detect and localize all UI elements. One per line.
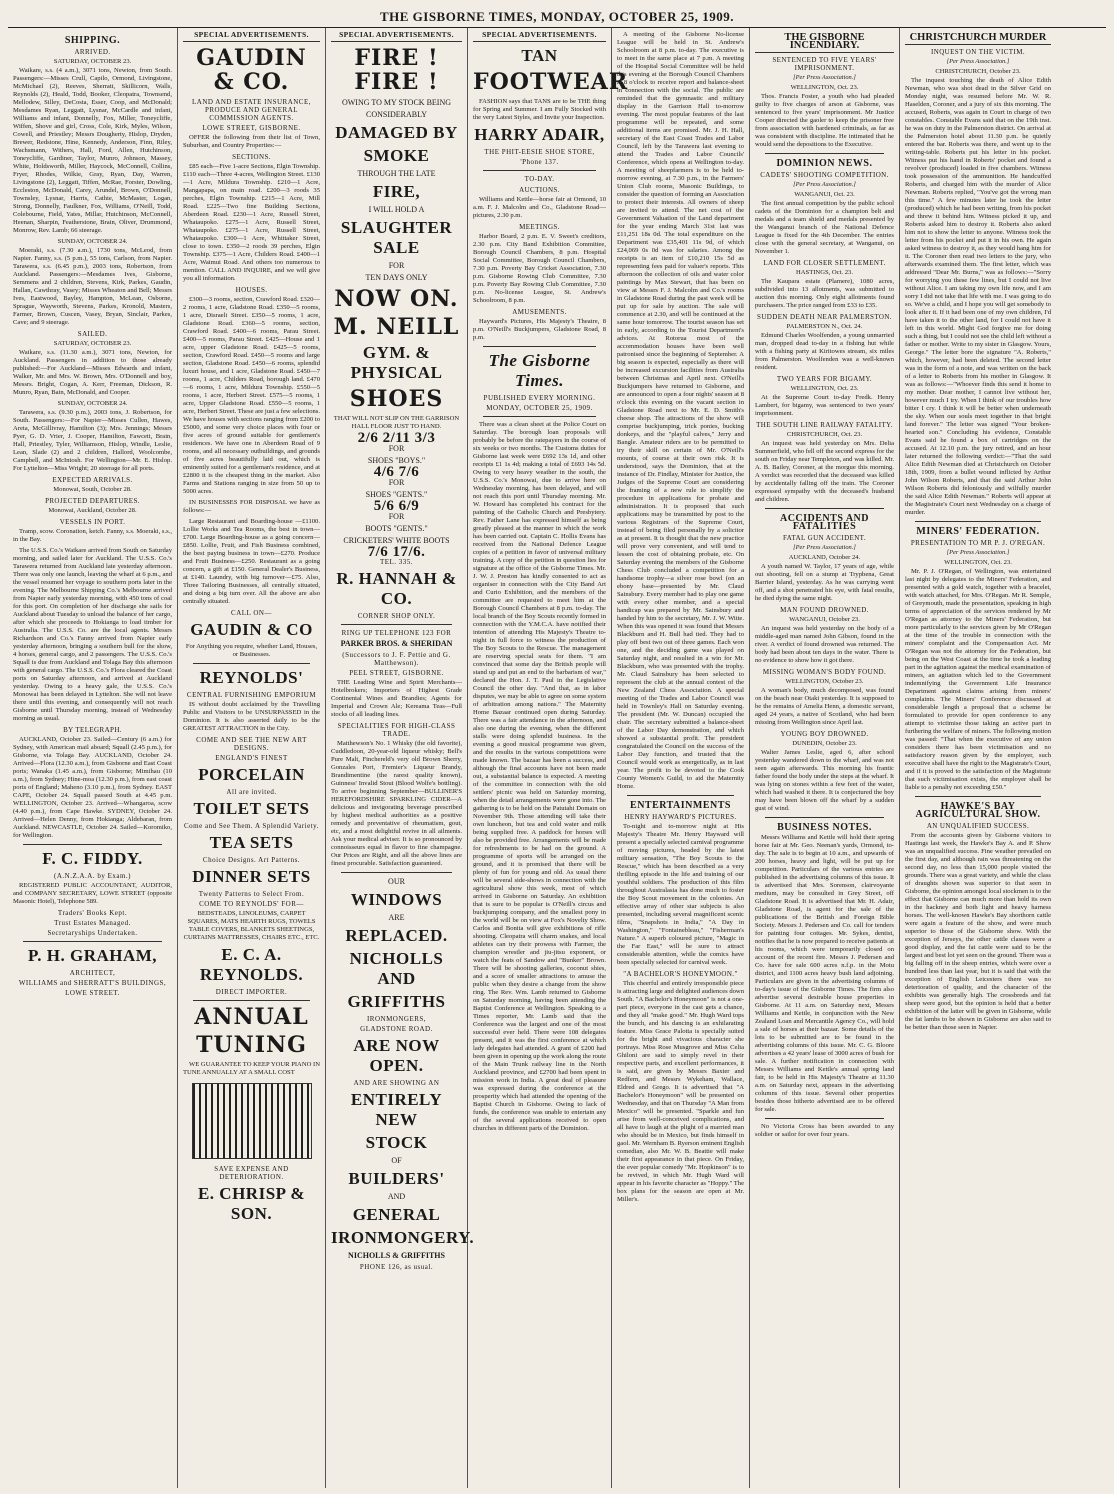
projected-body: Monowai, Auckland, October 28. <box>48 507 137 514</box>
railway-heading: THE SOUTH LINE RAILWAY FATALITY. <box>756 421 893 429</box>
business-notes-body: Messrs Williams and Kettle will hold their spring horse fair at Mr. Geo. Neenan's yards, Ormond, to-day. The sale is to begin at 10 a.m., and upwards of 200 horses, heavy and light, will be put up for competition. Particulars of the various entries are published in the advertising columns of this issue. It is advertised that Mrs. Sorenson, clairvoyante medium, may be consulted in Grey Street, off Gladstone Road. It is advertised that Mr. H. Adair, Gladstone Road, is agent for the sale of the publications of the British and Foreign Bible Society. Messrs J. Pedersen and Co. call for tenders for painting four cottages. Mr. Sykes, dentist, notifies that he is now prepared to receive patients at his rooms, which were temporarily closed on account of the recent fire. Messrs J. Pedersen and Co. have for sale 600 acres n.f.p. in the Motu district, and 1100 acres heavy bush land adjoining. Particulars are given in the advertising columns of to-day's issue of the Gisborne Times. The firm also advertise several desirable house properties in Gisborne. At 11 a.m. on Saturday next, Messrs Williams and Kettle, in conjunction with the New Zealand Loan and Mercantile Agency Co., will hold a sale of horses at their bazaar. Some details of the lots to be submitted are to be found in the advertising columns of this issue. Mr. C. G. Bloore advertises a 42 years' lease of 3000 acres of bush for sale. A further notification in connection with Messrs Williams and Kettle's annual spring land fair, to be held in His Majesty's Theatre at 11.30 a.m. on Saturday next, appears in the advertising columns of this issue. Several other properties besides those hitherto advertised are to be offered for sale. <box>755 834 894 1113</box>
tea-sets: TEA SETS <box>209 833 294 852</box>
specialities-heading: SPECIALITIES FOR HIGH-CLASS TRADE. <box>337 722 456 738</box>
for-label: FOR <box>388 261 405 270</box>
miners-heading: MINERS' FEDERATION. <box>916 526 1040 537</box>
land-body: The Kaupara estate (Plamere), 1080 acres, subdivided into 13 allotments, was submitted to auction this morning. Only eight allotments found purchasers. The price ranged from £33 to £35. <box>755 278 894 309</box>
and-label: AND <box>387 1192 406 1201</box>
accidents-heading: ACCIDENTS AND FATALITIES <box>779 513 869 532</box>
arrived-body: Waikare, s.s. (4 a.m.), 3071 tons, Newton, from South. Passengers:—Misses Crull, Capilo, Ormond, Livingstone, McMichael (2), Reeves, Sherratt, Skillicorn, Walls, Reynolds (2), Heald, Todd, Booker, Cleopatra, Townsend, Mellodew, Silley, DeCosta, Esser, Coop, and McDonald; Mesdames Ryan, Leggatt, Lysnar, McCardle and infant, Williams and infant, Donnelly, Fox, Miller, Toneycliffe, Wiffen, Shove and girl, Cross, Cole, Kirk, Myles, Wilson, Cowell, and Priestley; Messrs Dougherty, Hislop, Dryden, Brewer, Redstone, Hine, Kennedy, Anderson, Finn, Riley, Wachsmann, Withers, Hall, Ford, Allen, Hutchinson, Toneycliffe, Gardiner, Taylor, Munro, Johnson, Massey, White, Holdsworth, Miller, Haycock, McConnell, Collins, Fryer, Rhodes, Wilkie, Gray, Ryan, Day, Warren, Livingstone (2), Leggatt, Tiffen, McRae, Forster, Dowling, Eccleston, McDonald, Carey, Arundel, Brown, O'Donnell, Townsley, Lysnar, Harris, Cathie, McMaster, Logan, Strong, Donnelly, Faulkner, Fox, Williams, O'Neill, Todd, Colebourne, Field, Yates, Millar, Hutchinson, McConnell, Heenan, Sharpin, Featherstone, Brain, Oliver, Drummond, Monrow, Rev. Lamb; 66 steerage. <box>13 67 172 234</box>
graham-body: WILLIAMS and SHERRATT'S BUILDINGS, <box>18 979 167 987</box>
reynolds-body: IS without doubt acclaimed by the Travelling Public and Visitors to be UNSURPASSED in the Dominion. It is also asserted daily to be the GREATEST ATTRACTION in the City. <box>183 701 320 732</box>
sudden-death-body: Edmund Charles Woolfenden, a young unmarried man, dropped dead to-day in a fishing hut while with a fishing party at Kiritowes stream, six miles from Palmerston. Woolfenden was a well-known resident. <box>755 332 894 371</box>
toilet-sub: Come and See Them. A Splendid Variety. <box>184 822 319 830</box>
hawkes-bay-heading: HAWKE'S BAY AGRICULTURAL SHOW. <box>915 801 1041 820</box>
press-association: [Per Press Association.] <box>793 181 856 188</box>
shoes-body: THAT WILL NOT SLIP ON THE GARRISON HALL FLOOR JUST TO HAND. <box>333 415 460 430</box>
save-expense: SAVE EXPENSE AND DETERIORATION. <box>214 1165 289 1181</box>
houses-heading: HOUSES. <box>235 286 268 294</box>
graham-sub: ARCHITECT, <box>69 969 116 977</box>
fire-line-2: CONSIDERABLY <box>366 110 427 119</box>
business-intro: IN BUSINESSES FOR DISPOSAL we have as follows:— <box>183 499 320 514</box>
now-on: NOW ON. <box>334 286 459 312</box>
gents-shoes: SHOES "GENTS." <box>365 490 428 499</box>
meetings-heading: MEETINGS. <box>519 223 560 231</box>
reynolds-title: REYNOLDS' <box>199 668 304 687</box>
divider <box>483 416 596 417</box>
gaudin-offer: OFFER the following from their list of Town, Suburban, and Country Properties:— <box>183 134 320 149</box>
adair-name: HARRY ADAIR, <box>474 125 605 144</box>
fire-line-6: FIRE, <box>372 182 421 201</box>
gaudin-body-2: For Anything you require, whether Land, Houses, or Businesses. <box>185 643 318 658</box>
for-label-2: FOR <box>388 444 405 453</box>
bigamy-heading: TWO YEARS FOR BIGAMY. <box>776 375 873 383</box>
editorial-body: There was a clean sheet at the Police Court on Saturday. The borough loan proposals will probably be before the ratepayers in the course of six weeks or two months. The Customs duties for Gisborne last week were £692 13s 1d, and other receipts £1 1s 4d; making a total of £693 14s 5d. Owing to very heavy weather in the south, the U.S.S. Co.'s Monowai, due to arrive here on Wednesday morning, has been delayed, and will not reach this port until Thursday morning. Mr. W. Howard has completed his contract for the painting of the Catholic Church and Presbytery. Rev. Father Lane has expressed himself as being greatly pleased at the manner in which the work has been carried out. Captain C. Hollis Evans has received from the National Defence League copies of a petition in favor of universal military training. A copy of the petition in question lies for signature at the office of the Gisborne Times. Mr. J. W. J. Preston has kindly consented to act as organiser in connection with the City Band Art and Curio Exhibition, and the members of the committee are requested to meet him at the Borough Council Chambers at 8 p.m. to-day. The local branch of the Boy Scouts recently formed in connection with the Y.M.C.A. have notified their intention of attending His Majesty's Theatre to-night in full force to witness the production of The Boy Scouts to the Rescue. The management are reserving special seats for them. "I am convinced that some day the British people will stand up and put an end to the barbarism of war," declared the Hon. J. T. Paul in the Legislative Council the other day. "And that, as in labor disputes, we may be able to agree on some system of arbitration among nations." The Maternity Home Bazaar continued open during Saturday. There was a fair attendance in the afternoon, and also one during the evening, when the different stalls were doing splendid business. In the evening a good musical programme was given, and the results in the various competitions were made known. The bazaar has been a success, and although the final accounts have not been made out, a substantial balance is expected. A meeting of the committee in connection with the old settlers' picnic was held on Saturday morning, when the detail arrangements were gone into. The gathering is to be held on the Patutahi Domain on November 9th. Those attending will take their own luncheon, but tea and cold water and milk being supplied free. A paddock for horses will also be provided free. Arrangements will be made for refreshments to be had on the ground. A programme of sports will be arranged on the ground, and it is promised that there will be plenty of fun for young and old. As usual there will be several side-shows in connection with the agricultural show this week, most of which arrived in Gisborne on Saturday. An exhibition that is sure to be popular is O'Neill's circus and buckjumping company, and the smallest pony in the world will be on view at Fox's Novelty Show. Carlos and Bonita will give exhibitions of rifle shooting. Cleopatra will charm snakes, and local athletes can try their prowess with Farmer, the champion wrestler and jiu-jitsu exponent, or watch the feats of Sandow and "Bunker" Brown. There will be shooting galleries, coconut shies, and a score of smaller attractions to amuse the public when they desire a change from the show ring. The Rev. Wm. Lamb returned to Gisborne on Saturday morning, having been attending the Baptist Conference at Wellington. Speaking to a Times reporter, Mr. Lamb said that the Conference was the largest and one of the most successful ever held. There were 108 delegates present, and it was the first conference at which lady delegates had attended. A grant of £200 had been given in opening up the work along the route of the Main Trunk railway line in the North Auckland province, and £2700 had been spent in mission work in India. A great deal of pleasure was expressed during the conference at the prosperity which had attended the opening of the Baptist Church in Gisborne. Owing to lack of funds, the conference was unable to entertain any of the several applications received to open churches in different parts of the Dominion. <box>473 421 606 1132</box>
entertainments-heading: ENTERTAINMENTS <box>630 800 731 811</box>
dateline: WELLINGTON, Oct. 23. <box>944 559 1012 566</box>
inquest-heading: INQUEST ON THE VICTIM. <box>931 48 1025 56</box>
specialities-body: Matthewson's No. 1 Whisky (the old favorite), Cuddledoon, 20-year-old liqueur whisky; Bell's Pure Malt, Finchereld's very old Brown Sherry, Gonzales Port, Fremier's Liqueur Brandy, Brandimentine (the rarest quality known), Guinness' Invalid Stout (Blood Wolfe's bottling). To arrive beginning September—BULLINER'S HEREFORDSHIRE SPARKLING CIDER—A delicious and invigorating beverage prescribed by highest medical authorities as a positive remedy and preventative of rheumatism, gout, etc, and a most delightful revive in all ailments. Ask your medical adviser. It is so pronounced by connoisseurs equal in flavor to fine champagne. Our Prices are Right, and all the above lines are finest procurable. Satisfaction guaranteed. <box>331 740 462 867</box>
divider <box>23 941 162 942</box>
fiddy-extra-3: Secretaryships Undertaken. <box>47 929 138 937</box>
divider <box>765 153 884 154</box>
divider <box>193 1000 310 1001</box>
column-header: SPECIAL ADVERTISEMENTS. <box>183 31 320 42</box>
masthead: THE GISBORNE TIMES, MONDAY, OCTOBER 25, 1909. <box>8 6 1106 28</box>
dateline: CHRISTCHURCH, October 23. <box>935 68 1021 75</box>
issue-date: MONDAY, OCTOBER 25, 1909. <box>486 404 593 412</box>
today-heading: TO-DAY. <box>524 175 555 183</box>
ten-days: TEN DAYS ONLY <box>365 273 428 282</box>
divider <box>23 844 162 845</box>
corner-shop: CORNER SHOP ONLY. <box>357 612 436 620</box>
builders-label: BUILDERS' <box>348 1169 445 1188</box>
young-boy-heading: YOUNG BOY DROWNED. <box>780 730 869 738</box>
parker-sub: (Successors to J. F. Pettie and G. Matthewson). <box>342 651 451 667</box>
nicholls-and: NICHOLLS AND <box>349 949 444 988</box>
for-label-3: FOR <box>388 478 405 487</box>
gents-boots: BOOTS "GENTS." <box>365 524 428 533</box>
hawkes-bay-body: From the accounts given by Gisborne visitors to Hastings last week, the Hawke's Bay A. and P. Show was an unqualified success. Fine weather prevailed on the first day, and although rain was threatening on the second day, no less than 15,000 people visited the grounds. There was a great variety, and while the class of draughts shown was superior to that seen in Gisborne, the opinion amongst local stockmen is to the effect that Gisborne can much more than hold its own in the hackney and both light and heavy harness horses. The well-known Hawke's Bay shorthorn cattle were again a feature of the show, and were much superior to those of the Gisborne show. With the exception of Jerseys, the other cattle classes were a good display, and the fat cattle were said to be the largest and best lot yet seen on the ground. There was a big falling off in the sheep entries, which were over a hundred less than last year, but it is said that with the exception of English Leicesters there was no deterioration of quality, and the character of the exhibits was generally high. The crossbreds and fat sheep were good, but the opinion is held that a better exhibition of the latter will be given in Gisborne, while the fat lambs to be shown in Gisborne are also said to be better than those seen in Napier. <box>905 832 1051 1031</box>
reynolds-finest: ENGLAND'S FINEST <box>215 754 288 762</box>
dinner-sub: Twenty Patterns to Select From. <box>198 890 305 898</box>
incendiary-sub: SENTENCED TO FIVE YEARS' IMPRISONMENT. <box>772 56 877 72</box>
cadets-heading: CADETS' SHOOTING COMPETITION. <box>760 171 889 179</box>
telephone: TEL. 335. <box>379 558 414 566</box>
young-boy-body: Walter James Leslie, aged 6, after school yesterday wandered down to the wharf, and was not seen again afterwards. This morning his frantic father found the body under the steps at the wharf. It was lying on stones within a few feet of the water, which had washed it there. It is conjectured the boy may have been blown off the wharf by a sudden gust of wind. <box>755 749 894 812</box>
amusements-body: Hayward's Pictures, His Majesty's Theatre, 8 p.m. O'Neill's Buckjumpers, Gladstone Road, 8 p.m. <box>473 318 606 341</box>
piano-illustration <box>192 1083 312 1159</box>
gaudin-title: GAUDIN & CO. <box>196 45 307 95</box>
murder-body: The inquest touching the death of Alice Edith Newman, who was shot dead in the Silver Grid on Monday night, was resumed before Mr. W. R. Haselden, Coroner, and a jury of six this morning. The accused, Roberts, was again in Court in charge of two constables. Constable Evans said that on the 19th inst. he was on duty in the Palmerston district. On arrival at the Palmerston hotel about 11.30 p.m. he quietly entered the bar. Roberts was there, and went up to the writing-table. Roberts put his letter in his pocket. Witness put his hand in Roberts' pocket and found a revolver (produced) loaded in five chambers. Witness took possession of the ammunition. He handcuffed Roberts, and charged him with the murder of Alice Newman. Roberts replied, "You've got the wrong man this time." A few minutes later he took the letter (produced) which he had been writing, from his pocket and threw it behind him. Witness picked it up, and Roberts asked him to destroy it. Roberts also asked him not to show the letter to anyone. Witness took the letter from his pocket and put it in his own. He again asked witness to destroy it, as they would hang him for it. The Coroner then read two letters to the jury, who afterwards examined them. The first letter, which was addressed "Dear Mr. Burns," was as follows:—"Sorry for worrying you these few lines, but I could not live without Alice. I am taking my own life now, and I am sorry I did not take that life with me. I was going to do so. We've a child, and I hope you will get somebody to look after it. If it had been one of my own children, I'd have taken it to the other land, for I could not have it left in this world. Might God forgive me for doing such a thing, but I could not see the child left without a father or mother. Write to my sister in Glasgow. Yours, George." The letter bore the signature "A. Roberts," which, however, had been deleted. The second letter was in the form of a note, and was written on the back of a letter to Roberts from his mother in Glasgow. It was as follows:—"Whoever finds this send it home to my mother. Dear mother, I cannot live without her, however much I try. When I think of our troubles how bitter I cry. I think it will be better when underneath the sky. When our souls meet together in that bright land forever." The letter was signed "Your broken-hearted son." Concluding his evidence, Constable Evans said he found a box of cartridges on the accused. At 12.10 p.m. the jury retired, and an hour later returned the following verdict:—"That the said Alice Edith Newman died at Christchurch on October 18th, 1909, from a bullet wound inflicted by Arthur John Wilson Roberts, and that the said Arthur John Wilson Roberts did feloniously and wilfully murder the said Alice Edith Newman." Roberts will appear at the Magistrate's Court next Wednesday on a charge of murder. <box>905 77 1051 516</box>
phone-126: PHONE 126, as usual. <box>359 1263 434 1271</box>
column-header: SPECIAL ADVERTISEMENTS. <box>331 31 462 42</box>
divider <box>341 872 452 873</box>
griffiths: GRIFFITHS <box>347 992 446 1011</box>
gun-heading: FATAL GUN ACCIDENT. <box>783 534 866 542</box>
sailed-date-2: SUNDAY, OCTOBER 24. <box>57 400 128 407</box>
meetings-body: Harbor Board, 2 p.m. E. V. Sweet's creditors, 2.30 p.m. City Band Exhibition Committee, Borough Council Chambers, 8 p.m. Hospital Social Committee, Borough Council Chambers, 7.30 p.m. Poverty Bay Cricket Association, 7.30 p.m. Gisborne Rowing Club Committee, 7.30 p.m. Poverty Bay Rowing Club Committee, 7.30 p.m. No-license League, St. Andrew's Schoolroom, 8 p.m. <box>473 233 606 304</box>
projected-heading: PROJECTED DEPARTURES. <box>45 497 140 505</box>
honeymoon-body: This cheerful and entirely irresponsible piece is attracting large and delighted audiences down South. "A Bachelor's Honeymoon" is not a one-part piece, everyone in the cast gets a chance, and they all "make good." Mr. Hugh Ward tops the bunch, and his dancing is an exhilarating feature. Miss Grace Palotta is specially suited for the bright and vivacious character she portrays. Miss Rose Musgrove and Miss Celia Ghiloni are said to simply revel in their respective parts, and excellent performances, it is said, are given by Messrs Baxter and Redfern, and Messrs Wykeham, Wallace, Eldred and Grego. It is advertised that "A Bachelor's Honeymoon" will be presented on Wednesday, and that on Thursday "A Man from Mexico" will be presented. "Sparkle and fun arise from well-conceived complications, and all have to laugh at the plight of a married man who should be in Mexico, but finds himself in gaol. Mr. Wernham B. Ryerson eminent English comedian, also Mr. W. B. Beattie will make their first appearance in that piece. On Friday, the ever popular comedy "Mr. Hopkinson" is to be revived, in which Mr. Hugh Ward will appear in his favorite character as "Hoppy." The box plans for the season are open at Mr. Miller's. <box>617 980 744 1203</box>
ironmongery-label: IRONMONGERY. <box>331 1228 475 1247</box>
miners-body: Mr. P. J. O'Regan, of Wellington, was entertained last night by delegates to the Miners' Federation, and presented with a gold watch, together with a bracelet, with watch attached, for Mrs. O'Regan. Mr R. Semple, of Greymouth, made the presentation, speaking in high terms of appreciation of the services rendered by Mr O'Regan as attorney to the Miners' Federation, but more particularly to the services given by Mr O'Regan at the time of the trouble in connection with the miners' complaint and the Compensation Act. Mr O'Regan was not the attorney for the Federation, but being on the West Coast at the time he took a leading part in the agitation against the medical examination of miners, an agitation which led to the Government indemnifying the Government Life Insurance Department against claims arising from miners' complaints. The Miners' Conference discussed at considerable length a proposal that a scheme be formulated to provide for open conference to any attempt to victimise those taking an active part in furthering the welfare of miners. The following motion was passed: "That when the executive of any union considers there has been victimisation and no satisfactory reason given by the employer, such executive shall have the right to the Magistrate's Court, and if it is proved to the satisfaction of the Magistrate that such victimisation exists, the employer shall be liable to a penalty not exceeding £50." <box>905 568 1051 791</box>
dateline: WELLINGTON, Oct. 23. <box>790 84 859 91</box>
honeymoon-heading: "A BACHELOR'S HONEYMOON." <box>623 970 738 978</box>
fire-line-1: OWING TO MY STOCK BEING <box>341 98 452 107</box>
drowned-body: An inquest was held yesterday on the body of a middle-aged man named John Gibson, found in the river. A verdict of found drowned was returned. The body had been about ten days in the water. There is no evidence to show how it got there. <box>755 625 894 664</box>
missing-heading: MISSING WOMAN'S BODY FOUND. <box>762 668 887 676</box>
auctions-heading: AUCTIONS. <box>519 186 560 194</box>
dateline: WELLINGTON, Oct. 23. <box>790 385 859 392</box>
porcelain: PORCELAIN <box>198 765 305 784</box>
press-association: [Per Press Association.] <box>946 58 1010 65</box>
divider <box>915 796 1041 797</box>
dateline: WELLINGTON, October 23. <box>785 678 864 685</box>
columns <box>8 28 1106 1488</box>
footwear-label: FOOTWEAR <box>473 69 629 95</box>
graham-name: P. H. GRAHAM, <box>27 946 158 965</box>
cadets-body: The first annual competition by the public school cadets of the Dominion for a champion belt and medals and a team shield and medals presented by the Wanganui branch of the National Defence League is fixed for the 4th December. The entries close with the general secretary, at Wanganui, on November 1. <box>755 200 894 255</box>
murder-heading: CHRISTCHURCH MURDER <box>905 34 1051 45</box>
fiddy-extra-1: Traders' Books Kept. <box>57 909 128 917</box>
peel-street: PEEL STREET, GISBORNE. <box>349 669 444 677</box>
neill-name: M. NEILL <box>333 314 460 340</box>
column-tan-footwear <box>468 28 629 1488</box>
replaced-label: REPLACED. <box>345 926 448 945</box>
are-now-open: ARE NOW OPEN. <box>353 1036 440 1075</box>
telegraph-heading: BY TELEGRAPH. <box>63 726 122 734</box>
divider <box>483 170 596 171</box>
amusements-heading: AMUSEMENTS. <box>512 308 567 316</box>
divider <box>915 521 1041 522</box>
gun-body: A youth named W. Taylor, 17 years of age, while out shooting, fell on a stump at Trypbena, Great Barrier Island, yesterday. As he was carrying went off, and a shot penetrated his eye, with fatal results, he died dying the same night. <box>755 563 894 602</box>
parker-body: THE Leading Wine and Spirit Merchants—Hotelbrokers; Importers of Highest Grade Continental Wines and Brandies; Agents for Imperial and Crown Ale; Kereama Teas—Full stocks of all leading lines. <box>331 679 462 718</box>
showing-an: AND ARE SHOWING AN <box>353 1079 440 1087</box>
price-line-3: 5/6 6/9 <box>373 498 420 514</box>
toilet-sets: TOILET SETS <box>193 799 310 818</box>
dateline: HASTINGS, Oct. 23. <box>796 269 853 276</box>
reynolds-come: COME AND SEE THE NEW ART DESIGNS. <box>196 736 307 752</box>
dateline: WANGANUI, Oct. 23. <box>794 191 855 198</box>
price-line-2: 4/6 7/6 <box>373 464 420 480</box>
drowned-heading: MAN FOUND DROWNED. <box>780 606 869 614</box>
dinner-sets: DINNER SETS <box>192 867 311 886</box>
stock-label: STOCK <box>365 1133 428 1152</box>
business-notes-heading: BUSINESS NOTES. <box>777 822 872 833</box>
divider <box>765 1118 884 1119</box>
column-dominion-news <box>750 28 900 1488</box>
chrisp-name: E. CHRISP & SON. <box>197 1184 306 1223</box>
expected-body: Monowai, South, October 28. <box>53 486 132 493</box>
auctions-body: Williams and Kettle—horse fair at Ormond, 10 a.m. F. J. Malcolm and Co., Gladstone Road—pictures, 2.30 p.m. <box>473 196 606 219</box>
slaughter-sale: SLAUGHTER SALE <box>340 218 453 257</box>
railway-body: An inquest was held yesterday on Mrs. Delia Summerfield, who fell off the second express for the south on Friday near Templeton, and was killed. Mr. A. B. Bailey, Coroner, at the morgue this morning. A verdict was recorded that the deceased was killed by accidentally falling off the train. The Coroner expressed sympathy with the deceased's husband and children. <box>755 440 894 503</box>
call-on: CALL ON— <box>231 609 272 617</box>
arrived-heading: ARRIVED. <box>74 48 111 56</box>
expected-heading: EXPECTED ARRIVALS. <box>52 476 133 484</box>
vessels-body: Tramp, scow. Coronation, ketch. Fanny, s.s. Moeraki, s.s., in the Bay. <box>13 528 172 543</box>
local-news-body: A meeting of the Gisborne No-license League will be held in St. Andrew's Schoolroom at 8 p.m. to-day. The executive is to meet in the same place at 7 p.m. A meeting of the Hospital Social Committee will be held this evening at the Borough Council Chambers at 8 o'clock to receive report and balance-sheet in connection with the social. The public are reminded that the gymnastic and military display in the Garrison Hall to-morrow evening. The most popular features of the last programme will be repeated, and some additional items are promised. Mr. J. H. Hall, secretary of the East Coast Trades and Labor Council, left by the Tarawera last evening to attend the Trades and Labor Councils' Conference, which opens at Wellington to-day. A meeting of sheepfarmers is to be held to-morrow evening, at 7.30 p.m., in the Farmers' Union Club rooms, Masonic Buildings, to consider the question of forming an Association to protect their interests. All owners of sheep are invited to attend. The net cost of the Government Valuation of the Land department for the year ending March 31st last was £11,251 18s 0d. The total expenditure on the Department was £35,401 11s 9d, of which £24,069 0s 0d was for salaries. Among the receipts is an item of £10,210 15s 5d as representing fees paid for valuer's reports. This afternoon the collection of oils and water color paintings by Max Stewart, that has been on view at Messrs F. J. Malcolm and Co.'s rooms in Gladstone Road during the past week will be put up for sale by auction. The sale will commence at 2.30, and will be continued at the same hour tomorrow. The tourist season has set in early, according to the Tourist Department's advices. At Rotorua most of the accommodation houses have been well patronised since the beginning of September. A big season is expected, especially as there will be increased excursion facilities from Australia between Christmas and April next. O'Neill's Buckjumpers have returned to Gisborne, and are announced to open a four nights' season at 8 o'clock this evening on the vacant section in Gladstone Road next to Mr. E. D. Smith's cheese shop. The attractions of the show will comprise buckjumping, trick ponies, bucking donkeys, and the "playful calves," Jerry and Bangle. Amateur riders are to be permitted to try their skill on certain of Mr. O'Neill's mounts, of course at their own risk. It is understood, says the Dominion, that at the instance of Dr. Findlay, Minister for Justice, the Judges of the Supreme Court are considering the framing of a new rule to simplify the procedure in applications for probate and administration. It is proposed that such applications may be transmitted by post to the various Registrars of the Supreme Court, instead of being filed personally by a solicitor as at present. It is thought that the new practice will prove very convenient, and will tend to lessen the cost of obtaining probate, etc. On Saturday evening the members of the Gisborne Chess Club concluded a competition for a handsome trophy—a silver rose bowl (on an ebony base—presented by Mr. Claud Sainsbury. Every member had to play one game with every other member, and a special handicap was prepared by Mr. Sainsbury and handed by him to the secretary, Mr. J. W. Witte. When this was opened it was found that Messrs Blackburn and H. Bull had tied. They had to play off best two out of three games. Each won one, and the deciding game was played on Saturday night, and resulted in a win for Mr. Blackburn, who was presented with the trophy. Mr. Claud Sainsbury has been selected to represent the club at the annual contest of the New Zealand Chess Association. A special meeting of the Trades and Labor Council was held in Townley's Hall on Saturday evening. The president (Mr. W. Duncan) occupied the chair. The secretary submitted a balance-sheet of the Labor Day demonstration, and which showed a substantial profit. The president congratulated the Council on the success of the Labor Day function, and trusted that the Council would work as energetically, as in last year. The profit to be devoted to the Cook County Women's Guild, to aid the Maternity Home. <box>617 31 744 790</box>
missing-body: A woman's body, much decomposed, was found on the beach near Otaki yesterday. It is supposed to be the remains of Amelia Henn, a domestic servant, aged 24 years, a native of Scotland, who had been missing from Wellington since April last. <box>755 687 894 726</box>
our-label: OUR <box>388 877 405 886</box>
arrived-body-2: Moeraki, s.s. (7.30 a.m.), 1730 tons, McLeod, from Napier. Fanny, s.s. (5 p.m.), 55 tons, Carlson, from Napier. Tarawera, s.s. (6.45 p.m.), 2003 tons, Robertson, from Auckland. Passengers:—Mesdames Ives, Gisborne, Semmens and 2 children, Stevens, Kirk, Parkes, Gaudin, Hallan, Cawthray, Vasey; Misses Wheaton and Bell; Messrs Ives, Eastwood, Bayley, Hampton, McLean, Osborne, Sprague, Wayworth, Stevens, Parkes, Kronold, Masters, Farmer, Brown, Cuscen, Vasey, Bryan, Sinclair, Parkes, Cave; and 9 steerage. <box>13 247 172 326</box>
sailed-body: Waikare, s.s. (11.30 a.m.), 3071 tons, Newton, for Auckland. Passengers in addition to those already published:—For Auckland—Misses Edwards and infant, Walker, Mr. and Mrs. W. Brown, Mrs. O'Donnell and boy, Messrs. Bright, Cogan, A. Kerr, Freeman, Dickson, R. Munro, Ryan, Bain, McDonald, and Cooper. <box>13 349 172 396</box>
boys-shoes: SHOES "BOYS." <box>367 456 426 465</box>
sailed-date: SATURDAY, OCTOBER 23. <box>53 340 132 347</box>
column-local-news <box>612 28 750 1488</box>
dateline: AUCKLAND, October 24. <box>788 554 861 561</box>
divider <box>483 346 596 347</box>
price-line-4: 7/6 17/6. <box>367 544 426 560</box>
incendiary-heading: THE GISBORNE INCENDIARY. <box>755 34 894 53</box>
tea-sub: Choice Designs. Art Patterns. <box>202 856 301 864</box>
adair-sub: THE PHIT-EESIE SHOE STORE, <box>484 148 595 156</box>
press-association: [Per Press Association.] <box>946 549 1010 556</box>
telegraph-body: AUCKLAND, October 23. Sailed—Century (6 a.m.) for Sydney, with American mail aboard; Squall (2.45 p.m.), for Gisborne, via Tolaga Bay. AUCKLAND, October 24. Arrived—Flora (12.30 a.m.), from Gisborne and East Coast ports; Wanaka (1.45 a.m.), from Gisborne; Mimihau (10 a.m.), from Sydney; Hine-moa (12.30 p.m.), from east coast ports of England; Maheno (3.10 p.m.), from Sydney. EAST CAPE, October 24. Squall passed South at 4.45 p.m. WELLINGTON, October 23. Arrived—Whangaroa, scow (4.40 p.m.), from Cape Hawke. SYDNEY, October 24. Arrived—Helen Denny, from Hokianga; Aldebaran, from Auckland. NEWCASTLE, October 24. Sailed—Koromiko, for Wellington. <box>13 736 172 839</box>
sections-body: £85 each—Five 1-acre Sections, Elgin Township. £110 each—Three 4-acres, Wellington Street. £130—1 Acre, Mildura Township. £210—1 Acre, Mangapapa, on main road. £200—3 roods 35 perches, Elgin Township. £215—1 Acre, Mill Road. £225—Two fine Building Sections, Aberdeen Road. £230—1 Acre, Russell Street, Whataupoko. £275—1 Acre, Russell Street, Whataupoko. £275—1 Acre, Russell Street, Whataupoko. £300—1 Acre, Whittaker Street, close to town. £350—2 roods 39 perches, Elgin Township. £375—1 Acre, Childers Road. £400—1 Acre, Waimui Road. And others too numerous to mention. CALL AND INQUIRE, and we will give you all information. <box>183 163 320 282</box>
bigamy-body: At the Supreme Court to-day Fredk. Henry Lambert, for bigamy, was sentenced to two years' imprisonment. <box>755 394 894 417</box>
cricketers-boots: CRICKETERS' WHITE BOOTS <box>343 536 450 545</box>
fiddy-name: F. C. FIDDY. <box>42 849 143 868</box>
sections-heading: SECTIONS. <box>232 153 271 161</box>
tuning-title: TUNING <box>196 1032 307 1058</box>
divider <box>341 624 452 625</box>
fire-line-7: I WILL HOLD A <box>368 205 425 214</box>
general-label: GENERAL <box>352 1205 441 1224</box>
dominion-heading: DOMINION NEWS. <box>776 158 873 169</box>
fire-line-3: DAMAGED BY <box>335 123 458 142</box>
gaudin-sub: LAND AND ESTATE INSURANCE, PRODUCE AND GENERAL COMMISSION AGENTS. <box>192 98 311 122</box>
dateline: WANGANUI, October 23. <box>789 616 860 623</box>
hawkes-bay-sub: AN UNQUALIFIED SUCCESS. <box>926 822 1030 830</box>
column-header: SPECIAL ADVERTISEMENTS. <box>473 31 606 42</box>
entirely-new: ENTIRELY NEW <box>350 1090 443 1129</box>
sailed-heading: SAILED. <box>77 330 108 338</box>
victoria-cross-note: No Victoria Cross has been awarded to any soldier or sailor for over four years. <box>755 1123 894 1138</box>
divider <box>193 663 310 664</box>
windows-label: WINDOWS <box>350 890 443 909</box>
column-gaudin-reynolds <box>178 28 326 1488</box>
published-line: PUBLISHED EVERY MORNING. <box>483 394 596 402</box>
reynolds-importer: E. C. A. REYNOLDS. <box>199 945 304 984</box>
ironmongers: IRONMONGERS, <box>366 1015 427 1023</box>
column-fire-sale <box>326 28 475 1488</box>
business-body: Large Restaurant and Boarding-house —£1100. Lollie Works and Tea Rooms, the best in town—£700. Large Boarding-house as a going concern—£850. Lollie, Fruit, and Fish Business combined, the best paying business in town—£270. Produce and Fruit Business—£250. Restaurant as a going concern, a gift at £150. General Dealer's Business, at £140. Laundry, with big turnover—£75. Also, Three Tailoring Businesses, all centrally situated, and doing a big turn over. All the above are also centrally situated. <box>183 518 320 605</box>
tan-label: TAN <box>521 46 558 65</box>
hayward-body: To-night and to-morrow night at His Majesty's Theatre Mr. Henry Hayward will present a specially selected carnival programme of moving pictures, headed by the latest military sensation, "The Boy Scouts to the Rescue," which has been described as a very thrilling episode in the life and training of our youthful soldiers. The production of this film throughout Australasia has done much to foster the Boy Scout movement in the colonies. An effective array of other star subjects is also presented, including several magnificent scenic films, "Snapshots in India," "A Day in Washington," "Fontainebleau," "Fisherman's Nature." A superb coloured picture, "Magic in the Far East," will be sure to attract considerable attention, while the comics have been specially selected for carnival week. <box>617 823 744 966</box>
sailed-body-2: Tarawera, s.s. (9.30 p.m.), 2003 tons, J. Robertson, for South. Passengers:—For Napier—Misses Cullen, Hawes, Areta, McGillivray, Hamilton (3); Mrs. Jennings; Messrs Pyer, G. D. Vrier, J. Cooper, Hamilton, Fawcett, Brain, Hall, Priestley, Tyler, Williamson, Hislop, Windle, Leslie, Lean, Slade (2) and 2 children, Hallord, Woolcombe, Campbell, and McIntosh. For Wellington—Mr. E. Hislop. For Lyttelton—Miss Wright; 20 steerage for all ports. <box>13 409 172 472</box>
land-heading: LAND FOR CLOSER SETTLEMENT. <box>763 259 886 267</box>
dateline: DUNEDIN, October 23. <box>792 740 857 747</box>
column-shipping <box>8 28 178 1488</box>
vessels-heading: VESSELS IN PORT. <box>59 518 126 526</box>
gym-title: GYM. & PHYSICAL <box>350 343 443 382</box>
price-line-1: 2/6 2/11 3/3 <box>357 430 436 446</box>
annual-title: ANNUAL <box>194 1004 309 1030</box>
press-association: [Per Press Association.] <box>793 74 856 81</box>
adair-phone: 'Phone 137. <box>520 158 559 166</box>
fiddy-sub: (A.N.Z.A.A. by Exam.) <box>54 872 131 880</box>
shipping-news: The U.S.S. Co.'s Waikare arrived from South on Saturday morning, and sailed later for Auckland. The U.S.S. Co.'s Tarawera returned from Auckland late yesterday afternoon. There was only one launch, leaving the wharf at 6 p.m., and the vessel resumed her voyage to southern ports later in the evening. The Melbourne Shipping Co.'s Melbourne arrived from Napier early yesterday morning, with 450 tons of coal for this port. On completion of her discharge she sails for Auckland about Tuesday to unload the balance of her cargo, after which she proceeds to Hokianga to load timber for Australia. The U.S.S. Co. are the local agents. Messrs Richardson and Co.'s Fanny arrived from Napier early yesterday afternoon, bringing a southern bull for the show, 4 horses, general cargo, and 2 passengers. The U.S.S. Co.'s Squall is due from Auckland and Tolaga Bay this afternoon with general cargo. The U.S.S. Co.'s Flora cleared the Coast ports on Saturday afternoon, and arrived at Auckland yesterday. Owing to a heavy gale, the U.S.S. Co.'s Monowai has been delayed in Lyttelton. She will not leave there until this evening, and consequently will not reach Gisborne until Thursday morning, instead of Wednesday morning as usual. <box>13 547 172 722</box>
parker-name: PARKER BROS. & SHERIDAN <box>340 639 453 648</box>
fire-line-5: THROUGH THE LATE <box>357 169 436 178</box>
fire-line-4: SMOKE <box>363 146 430 165</box>
hannah-name: R. HANNAH & CO. <box>336 569 457 608</box>
porcelain-sub: All are invited. <box>226 788 277 796</box>
incendiary-body: Thos. Francis Foster, a youth who had pleaded guilty to five charges of arson at Gisborne, was sentenced to five years' imprisonment. Mr Justice Cooper directed the gaoler to keep the prisoner free from association with hardened criminals, as far as was consistent with discipline. He intimated that he would send the depositions to the Executive. <box>755 93 894 148</box>
dateline: CHRISTCHURCH, Oct. 23. <box>786 431 863 438</box>
divider <box>627 795 734 796</box>
graham-street: LOWE STREET. <box>65 989 120 997</box>
reynolds-sub: CENTRAL FURNISHING EMPORIUM <box>186 691 317 699</box>
fiddy-body: REGISTERED PUBLIC ACCOUNTANT, AUDITOR, and COMPANY SECRETARY, LOWE STREET (opposite Masonic Hotel), Telephone 589. <box>13 882 172 905</box>
of-label: OF <box>391 1156 402 1165</box>
gaudin-title-2: GAUDIN & CO <box>190 620 313 639</box>
gaudin-street: LOWE STREET, GISBORNE. <box>202 124 301 132</box>
hayward-heading: HENRY HAYWARD'S PICTURES. <box>624 813 737 821</box>
shipping-heading: SHIPPING. <box>64 35 121 46</box>
reynolds-importer-sub: DIRECT IMPORTER. <box>215 988 288 996</box>
sudden-death-heading: SUDDEN DEATH NEAR PALMERSTON. <box>757 313 892 321</box>
for-label-4: FOR <box>388 512 405 521</box>
presentation-heading: PRESENTATION TO MR P. J. O'REGAN. <box>910 539 1046 547</box>
nicholls-griffiths: NICHOLLS & GRIFFITHS <box>348 1251 445 1260</box>
press-association: [Per Press Association.] <box>793 544 856 551</box>
dateline: PALMERSTON N., Oct. 24. <box>786 323 863 330</box>
reynolds-goods: BEDSTEADS, LINOLEUMS, CARPET SQUARES, MATS HEARTH RUGS, TOWELS TABLE COVERS, BLANKETS SHEETINGS, CURTAINS MATTRESSES, CHAIRS ETC., ETC. <box>183 910 320 941</box>
come-to-reynolds: COME TO REYNOLDS' FOR— <box>199 900 304 908</box>
fiddy-extra-2: Trust Estates Managed. <box>54 919 131 927</box>
gladstone-road: GLADSTONE ROAD. <box>360 1025 433 1033</box>
tuning-body: WE GUARANTEE TO KEEP YOUR PIANO IN TUNE ANNUALLY AT A SMALL COST <box>183 1061 320 1076</box>
divider <box>765 508 884 509</box>
times-title: The Gisborne Times. <box>488 351 591 390</box>
are-label: ARE <box>388 913 405 922</box>
ring-up: RING UP TELEPHONE 123 FOR <box>341 629 452 637</box>
divider <box>765 817 884 818</box>
arrived-date-2: SUNDAY, OCTOBER 24. <box>57 238 128 245</box>
fire-title: FIRE ! FIRE ! <box>354 45 439 95</box>
tan-body: FASHION says that TANS are to be THE thing for Spring and Summer. I am Fully Stocked with the very Latest Styles, and Invite your Inspection. <box>473 98 606 121</box>
houses-body: £300—3 rooms, section, Crawford Road. £320—2 rooms, 1 acre, Gladstone Road. £350—5 rooms, 1 acre, Disraeli Street. £350—5 rooms, 1 acre, Gladstone Road. £360—5 rooms, section, Crawford Road. £400—6 rooms, Parau Street. £400—5 rooms, Parau Street. £425—House and 1 acre, upper Gladstone Road. £425—5 rooms, section, Crawford Road. £450—5 rooms and large section, Gladstone Road. £450—6 rooms, splendid luxuri house, and 1 acre, Gladstone Road. £450—7 rooms, 1 acre, Childers Road, borough land. £470—6 rooms, 1 acre, Mildura Township. £550—5 rooms, 1 acre, Herbert Street. £575—5 rooms, 1 acre, Upper Gladstone Road. £550—5 rooms, 1 acre, Herbert Street. These are just a few selections. We have houses with sections ranging from £200 to £5000, and some very choice places with four or five acres of ground suitable for gentlemen's residences. We have one in Aberdeen Road of 9 rooms, and all necessary outbuildings, and grounds of five acres beautifully laid out, which is eminently suited for a gentleman's residence, and at £2800 it is the cheapest thing in the market. Also Farms and Stations ranging in size from 50 up to 5000 acres. <box>183 296 320 495</box>
column-christchurch-murder <box>900 28 1056 1488</box>
arrived-date: SATURDAY, OCTOBER 23. <box>53 58 132 65</box>
shoes-title: SHOES <box>349 386 444 412</box>
